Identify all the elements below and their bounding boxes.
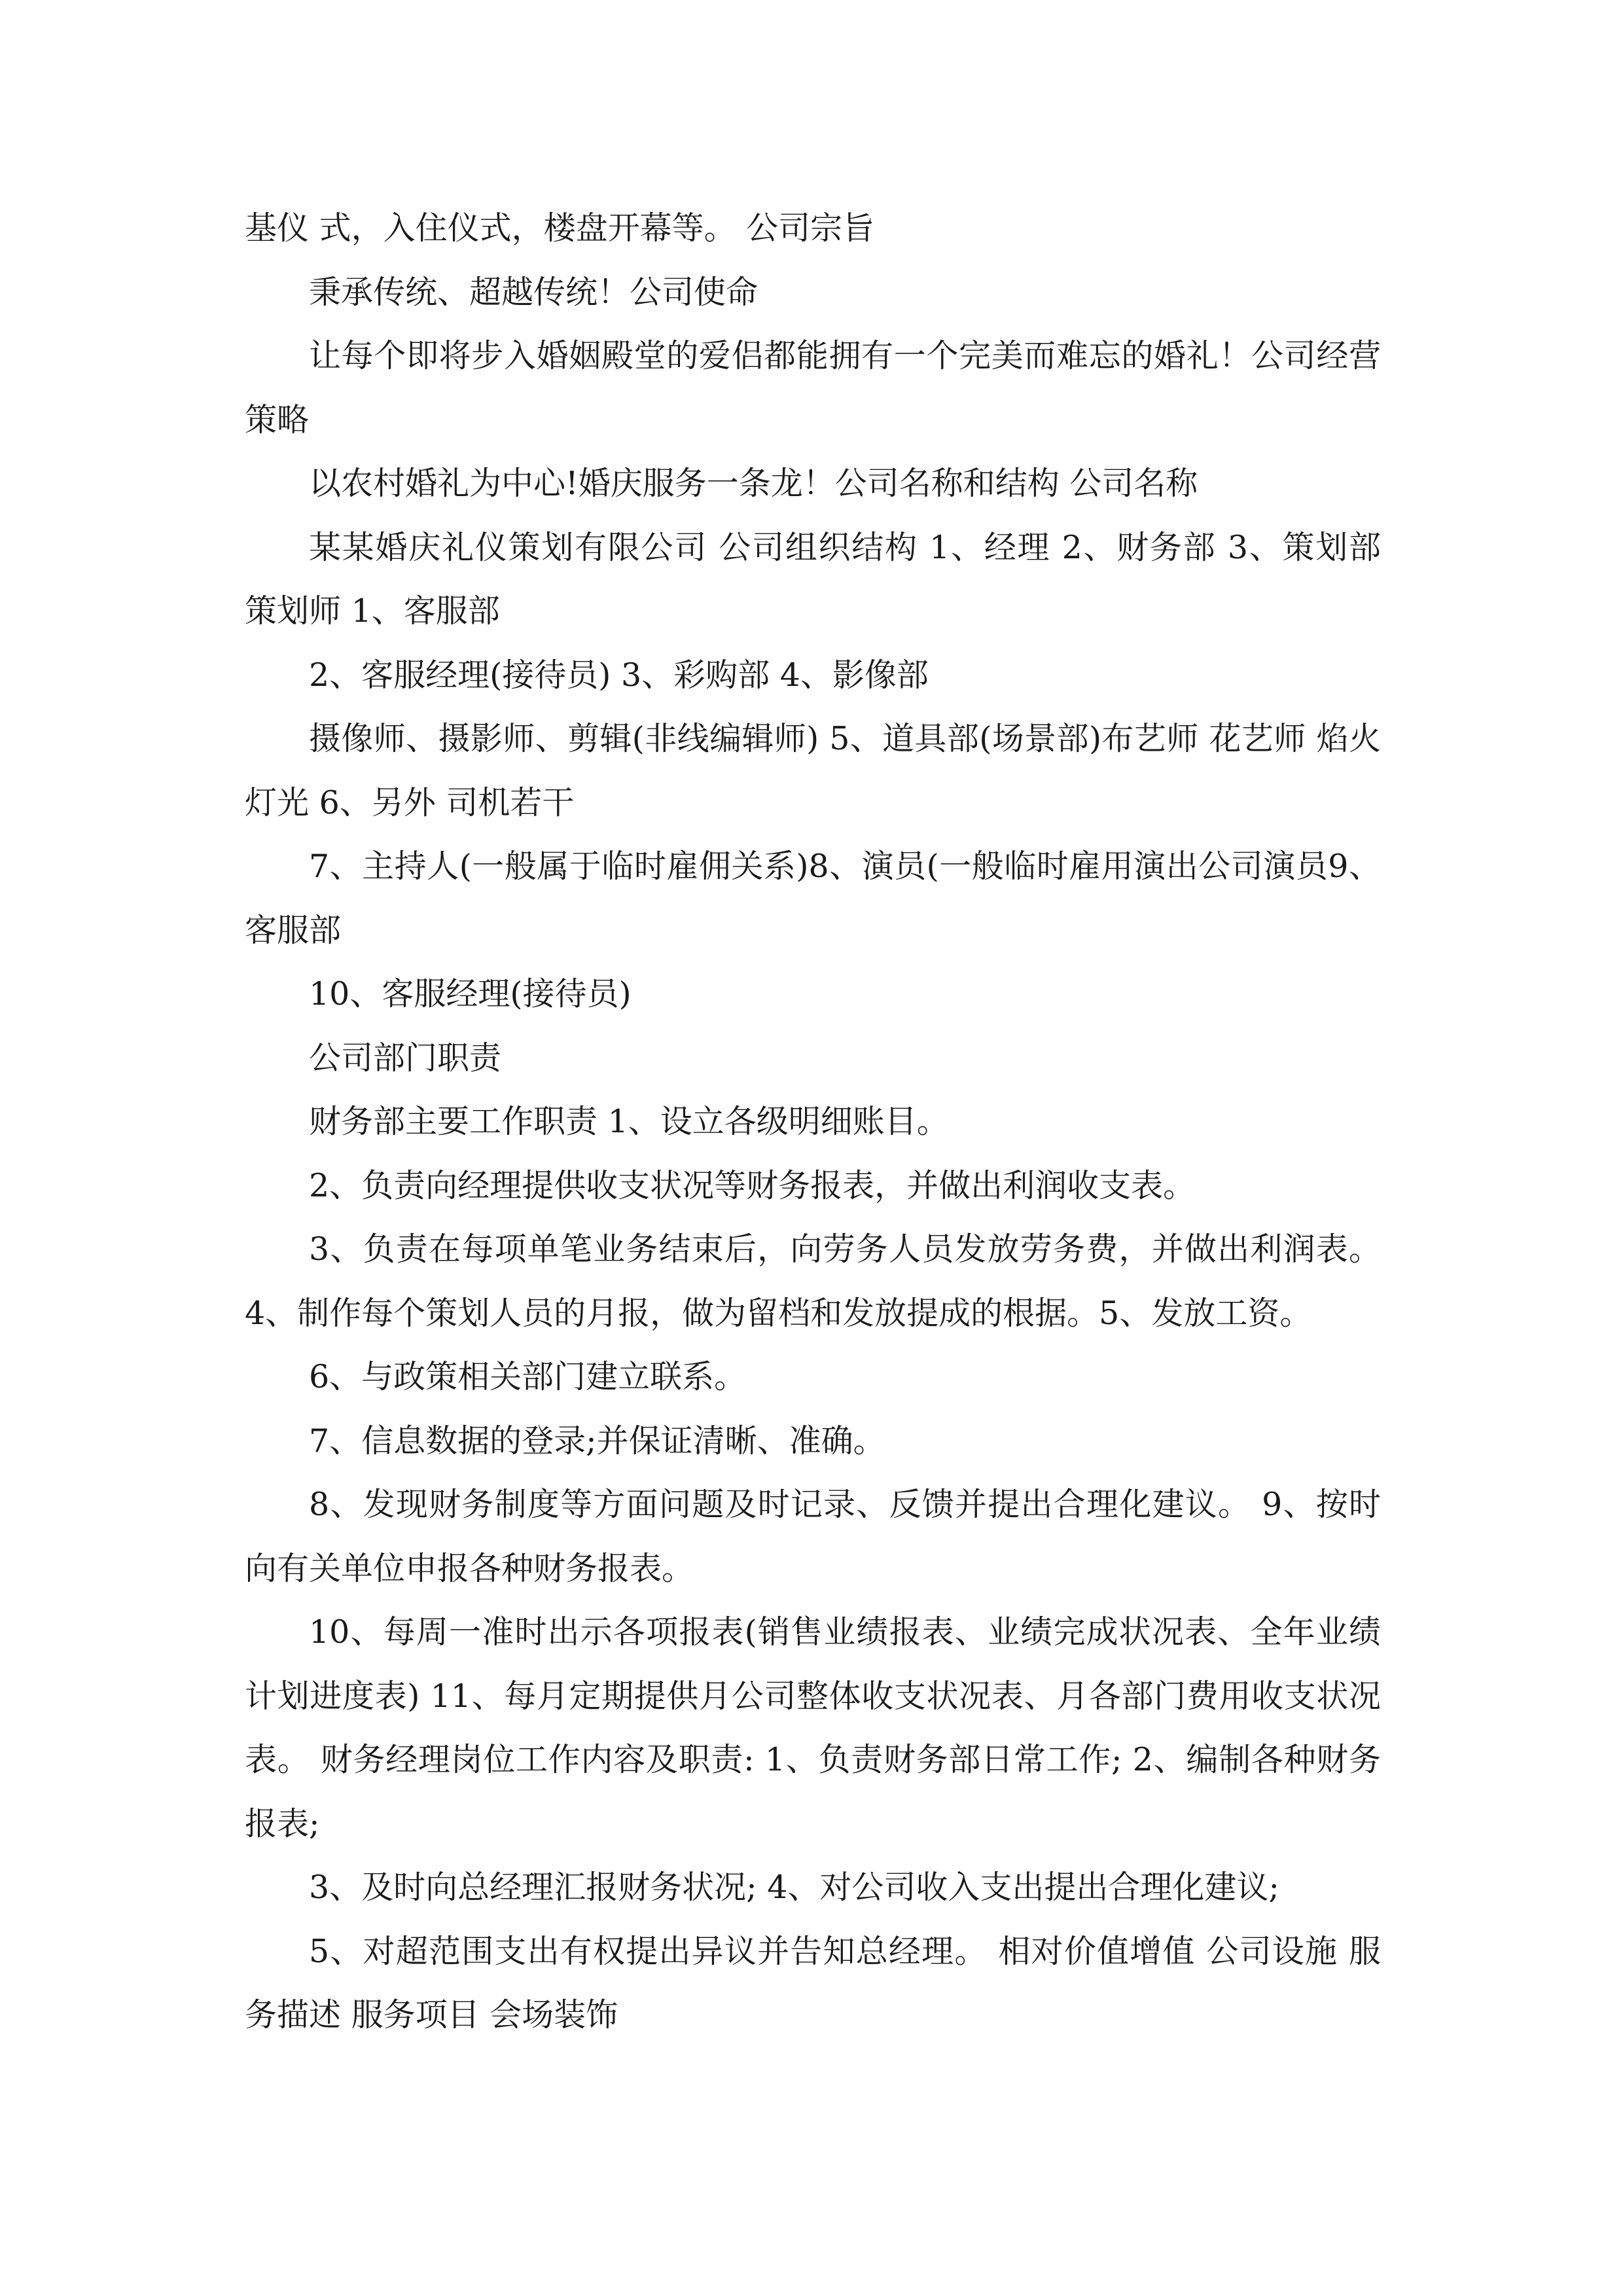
paragraph: 2、负责向经理提供收支状况等财务报表，并做出利润收支表。 (309, 1166, 1196, 1204)
paragraph: 7、信息数据的登录;并保证清晰、准确。 (309, 1422, 885, 1460)
paragraph: 某某婚庆礼仪策划有限公司 公司组织结构 1、经理 2、财务部 3、策划部 策划师 1、客服部 (245, 528, 1381, 630)
paragraph: 秉承传统、超越传统！公司使命 (309, 273, 758, 311)
paragraph: 让每个即将步入婚姻殿堂的爱侣都能拥有一个完美而难忘的婚礼！公司经营策略 (245, 337, 1381, 439)
paragraph: 5、对超范围支出有权提出异议并告知总经理。 相对价值增值 公司设施 服务描述 服务项目 会场装饰 (245, 1932, 1381, 2034)
paragraph: 10、每周一准时出示各项报表(销售业绩报表、业绩完成状况表、全年业绩计划进度表) 11、每月定期提供月公司整体收支状况表、月各部门费用收支状况表。 财务经理岗位工作内容及职责: 1、负责财务部日常工作; 2、编制各种财务报表; (245, 1613, 1381, 1842)
paragraph: 6、与政策相关部门建立联系。 (309, 1358, 747, 1395)
paragraph: 3、及时向总经理汇报财务状况; 4、对公司收入支出提出合理化建议; (309, 1869, 1279, 1906)
paragraph: 2、客服经理(接待员) 3、彩购部 4、影像部 (309, 656, 929, 694)
section-heading: 公司部门职责 (309, 1039, 502, 1077)
paragraph: 以农村婚礼为中心!婚庆服务一条龙！公司名称和结构 公司名称 (309, 465, 1198, 502)
paragraph: 3、负责在每项单笔业务结束后，向劳务人员发放劳务费，并做出利润表。4、制作每个策划人员的月报，做为留档和发放提成的根据。5、发放工资。 (245, 1230, 1381, 1332)
paragraph: 10、客服经理(接待员) (309, 975, 632, 1013)
document-body (245, 196, 1381, 2047)
paragraph: 8、发现财务制度等方面问题及时记录、反馈并提出合理化建议。 9、按时向有关单位申报各种财务报表。 (245, 1486, 1381, 1587)
paragraph: 摄像师、摄影师、剪辑(非线编辑师) 5、道具部(场景部)布艺师 花艺师 焰火 灯光 6、另外 司机若干 (245, 720, 1381, 821)
paragraph: 财务部主要工作职责 1、设立各级明细账目。 (309, 1103, 949, 1140)
paragraph: 基仪 式，入住仪式，楼盘开幕等。 公司宗旨 (245, 209, 875, 247)
paragraph: 7、主持人(一般属于临时雇佣关系)8、演员(一般临时雇用演出公司演员9、客服部 (245, 848, 1381, 949)
